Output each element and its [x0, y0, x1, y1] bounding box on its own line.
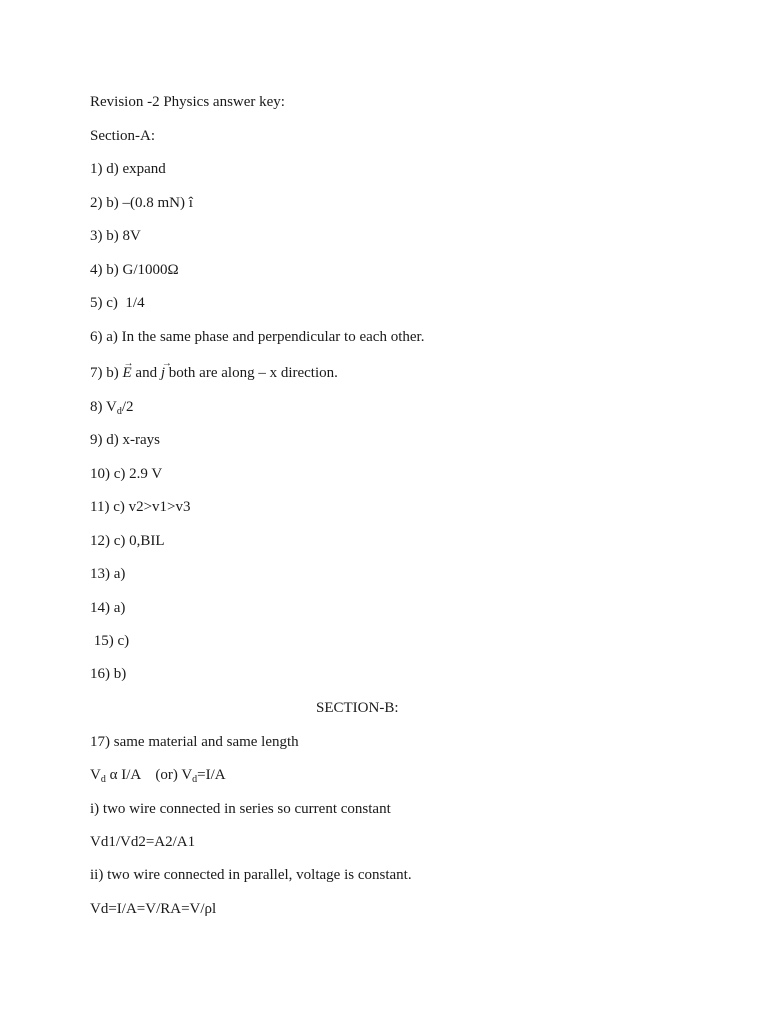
answer-7-mid: and: [131, 365, 161, 381]
answer-15: 15) c): [90, 633, 130, 649]
answer-8: 8) $V_d/2$: [90, 399, 134, 417]
subscript-d: d: [192, 774, 198, 785]
answer-7-suffix: both are along – x direction.: [165, 365, 338, 381]
answer-4: 4) b) G/1000Ω: [90, 262, 179, 278]
vector-arrow-icon: →: [123, 358, 134, 369]
vector-arrow-icon: →: [161, 358, 172, 369]
answer-6: 6) a) In the same phase and perpendicular to each other.: [90, 329, 425, 345]
answer-7: [90, 358, 338, 382]
answer-10: 10) c) 2.9 V: [90, 466, 163, 482]
section-b-heading: SECTION-B:: [316, 700, 399, 716]
answer-7-prefix: 7) b): [90, 365, 123, 381]
question-17-intro: 17) same material and same length: [90, 734, 299, 750]
answer-2: 2) b) –(0.8 mN) î: [90, 195, 193, 211]
answer-12: 12) c) 0,BIL: [90, 533, 165, 549]
answer-1: 1) d) expand: [90, 161, 166, 177]
drift-velocity-relation: $V_d$ α I/A (or) $V_d=I/A$: [90, 767, 226, 785]
vector-e-symbol: → E: [123, 364, 132, 382]
case-parallel: ii) two wire connected in parallel, voltage is constant.: [90, 867, 412, 883]
answer-16: 16) b): [90, 666, 127, 682]
answer-3: 3) b) 8V: [90, 228, 141, 244]
answer-9: 9) d) x-rays: [90, 432, 160, 448]
document-title: Revision -2 Physics answer key:: [90, 94, 285, 110]
vector-j-symbol: → j: [161, 364, 165, 382]
section-a-heading: Section-A:: [90, 128, 155, 144]
subscript-d: d: [100, 774, 106, 785]
case-series: i) two wire connected in series so current constant: [90, 801, 391, 817]
answer-14: 14) a): [90, 600, 126, 616]
drift-velocity-formula: Vd=I/A=V/RA=V/ρl: [90, 901, 217, 917]
answer-11: 11) c) v2>v1>v3: [90, 499, 191, 515]
answer-5: 5) c) 1/4: [90, 295, 145, 311]
ratio-equation: Vd1/Vd2=A2/A1: [90, 834, 196, 850]
answer-13: 13) a): [90, 566, 126, 582]
subscript-d: d: [116, 406, 122, 417]
